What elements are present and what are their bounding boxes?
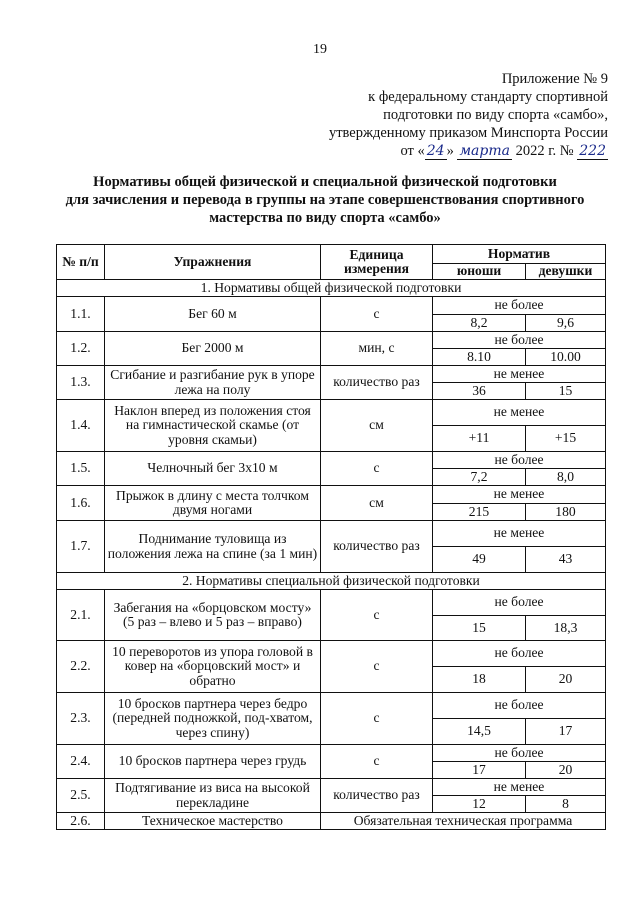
row-number: 2.4. <box>57 745 105 779</box>
boys-value: 8,2 <box>433 315 526 332</box>
exercise-name: Поднимание туловища из положения лежа на спине (за 1 мин) <box>105 521 321 573</box>
table-row <box>57 486 606 504</box>
exercise-name: Техническое мастерство <box>105 813 321 830</box>
norm-condition: не более <box>433 297 606 315</box>
norm-condition: не менее <box>433 779 606 796</box>
girls-value: 18,3 <box>526 616 606 641</box>
girls-value: 20 <box>526 762 606 779</box>
handwritten-month: марта <box>459 143 510 159</box>
exercise-name: Подтягивание из виса на высокой перекладине <box>105 779 321 813</box>
girls-value: 20 <box>526 667 606 693</box>
boys-value: +11 <box>433 426 526 452</box>
norms-table <box>56 244 606 830</box>
date-mid: » <box>446 143 454 159</box>
exercise-name: 10 бросков партнера через бедро (передней подножкой, под-хватом, через спину) <box>105 693 321 745</box>
table-row <box>57 590 606 616</box>
appendix-line: Приложение № 9 <box>501 71 608 87</box>
girls-value: 43 <box>526 547 606 573</box>
boys-value: 12 <box>433 796 526 813</box>
girls-value: 9,6 <box>526 315 606 332</box>
table-row <box>57 452 606 469</box>
table-row <box>57 400 606 426</box>
appendix-line: подготовки по виду спорта «самбо», <box>383 107 608 123</box>
row-number: 1.2. <box>57 332 105 366</box>
unit-of-measure: с <box>321 590 433 641</box>
row-number: 1.5. <box>57 452 105 486</box>
appendix-date-line <box>308 142 608 160</box>
table-row <box>57 521 606 547</box>
unit-of-measure: мин, с <box>321 332 433 366</box>
norms-table-body <box>57 280 606 830</box>
boys-value: 18 <box>433 667 526 693</box>
row-number: 1.3. <box>57 366 105 400</box>
boys-value: 36 <box>433 383 526 400</box>
row-number: 1.4. <box>57 400 105 452</box>
exercise-name: Забегания на «борцовском мосту» (5 раз – влево и 5 раз – вправо) <box>105 590 321 641</box>
exercise-name: Сгибание и разгибание рук в упоре лежа на полу <box>105 366 321 400</box>
girls-value: +15 <box>526 426 606 452</box>
boys-value: 17 <box>433 762 526 779</box>
row-number: 2.3. <box>57 693 105 745</box>
table-row <box>57 332 606 349</box>
row-number: 2.6. <box>57 813 105 830</box>
norm-condition: не менее <box>433 486 606 504</box>
table-row <box>57 693 606 719</box>
exercise-name: Челночный бег 3х10 м <box>105 452 321 486</box>
girls-value: 15 <box>526 383 606 400</box>
table-row <box>57 641 606 667</box>
boys-value: 7,2 <box>433 469 526 486</box>
girls-value: 10.00 <box>526 349 606 366</box>
header-exercise: Упражнения <box>105 245 321 280</box>
unit-of-measure: количество раз <box>321 521 433 573</box>
header-girls: девушки <box>526 264 606 280</box>
date-year: 2022 г. № <box>515 143 574 159</box>
unit-of-measure: количество раз <box>321 366 433 400</box>
norm-condition: не более <box>433 452 606 469</box>
norm-condition: не более <box>433 745 606 762</box>
appendix-header <box>308 70 608 160</box>
exercise-name: Прыжок в длину с места толчком двумя ногами <box>105 486 321 521</box>
norm-condition: не менее <box>433 521 606 547</box>
technical-program: Обязательная техническая программа <box>321 813 606 830</box>
handwritten-order-number: 222 <box>579 143 606 159</box>
row-number: 2.2. <box>57 641 105 693</box>
norm-condition: не менее <box>433 400 606 426</box>
unit-of-measure: см <box>321 400 433 452</box>
exercise-name: 10 переворотов из упора головой в ковер на «борцовский мост» и обратно <box>105 641 321 693</box>
unit-of-measure: см <box>321 486 433 521</box>
boys-value: 215 <box>433 504 526 521</box>
title-line: для зачисления и перевода в группы на этапе совершенствования спортивного <box>65 192 585 208</box>
row-number: 1.7. <box>57 521 105 573</box>
girls-value: 8,0 <box>526 469 606 486</box>
boys-value: 49 <box>433 547 526 573</box>
section-title: 2. Нормативы специальной физической подготовки <box>57 573 606 590</box>
section-header-row <box>57 573 606 590</box>
table-row <box>57 366 606 383</box>
exercise-name: Бег 60 м <box>105 297 321 332</box>
boys-value: 8.10 <box>433 349 526 366</box>
table-row <box>57 779 606 796</box>
section-title: 1. Нормативы общей физической подготовки <box>57 280 606 297</box>
table-row <box>57 745 606 762</box>
title-line: мастерства по виду спорта «самбо» <box>209 210 441 226</box>
exercise-name: Наклон вперед из положения стоя на гимнастической скамье (от уровня скамьи) <box>105 400 321 452</box>
girls-value: 17 <box>526 719 606 745</box>
norm-condition: не менее <box>433 366 606 383</box>
row-number: 1.6. <box>57 486 105 521</box>
exercise-name: 10 бросков партнера через грудь <box>105 745 321 779</box>
norm-condition: не более <box>433 641 606 667</box>
header-unit: Единица измерения <box>321 245 433 280</box>
document-title <box>40 173 610 227</box>
boys-value: 15 <box>433 616 526 641</box>
title-line: Нормативы общей физической и специальной физической подготовки <box>93 174 557 190</box>
table-row <box>57 297 606 315</box>
boys-value: 14,5 <box>433 719 526 745</box>
header-num: № п/п <box>57 245 105 280</box>
appendix-line: к федеральному стандарту спортивной <box>368 89 608 105</box>
header-boys: юноши <box>433 264 526 280</box>
norm-condition: не более <box>433 693 606 719</box>
appendix-line: утвержденному приказом Минспорта России <box>328 125 608 141</box>
unit-of-measure: с <box>321 297 433 332</box>
girls-value: 8 <box>526 796 606 813</box>
row-number: 2.5. <box>57 779 105 813</box>
row-number: 2.1. <box>57 590 105 641</box>
date-prefix: от « <box>400 143 425 159</box>
girls-value: 180 <box>526 504 606 521</box>
unit-of-measure: с <box>321 452 433 486</box>
exercise-name: Бег 2000 м <box>105 332 321 366</box>
section-header-row <box>57 280 606 297</box>
row-number: 1.1. <box>57 297 105 332</box>
unit-of-measure: количество раз <box>321 779 433 813</box>
unit-of-measure: с <box>321 745 433 779</box>
unit-of-measure: с <box>321 641 433 693</box>
header-norm: Норматив <box>433 245 606 264</box>
norm-condition: не более <box>433 332 606 349</box>
page-number: 19 <box>313 42 327 57</box>
unit-of-measure: с <box>321 693 433 745</box>
table-row <box>57 813 606 830</box>
norm-condition: не более <box>433 590 606 616</box>
handwritten-day: 24 <box>426 143 445 159</box>
